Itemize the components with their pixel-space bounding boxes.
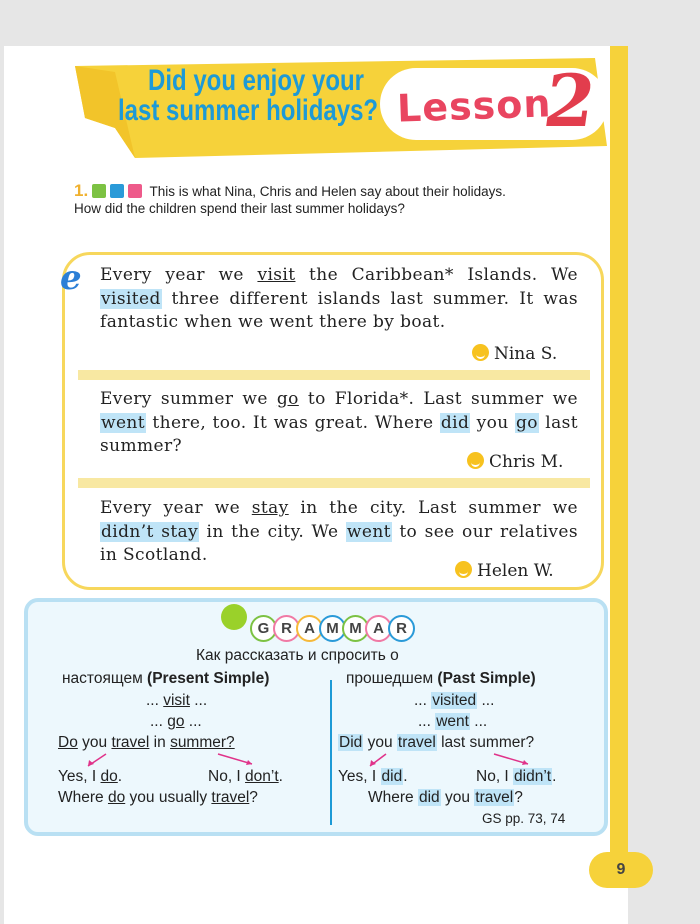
- past-head: прошедшем (Past Simple): [346, 670, 536, 687]
- nina-signature: [472, 344, 557, 364]
- highlighted-word: visited: [101, 288, 161, 309]
- past-short-yes: Yes, I did.: [338, 768, 408, 785]
- task-instructions: [74, 182, 574, 217]
- text-segment: the Caribbean* Islands. We: [295, 265, 579, 285]
- grammar-letter: A: [365, 615, 392, 642]
- audio-icon: [92, 184, 106, 198]
- helen-signature: [455, 561, 554, 581]
- task-instruction: This is what Nina, Chris and Helen say about their holidays.: [149, 184, 506, 199]
- writing-icon: [128, 184, 142, 198]
- highlighted-word: didn’t stay: [101, 521, 199, 542]
- past-verb1: ... visited ...: [414, 692, 495, 709]
- helen-text: [100, 497, 578, 568]
- text-segment: Every year we: [100, 498, 252, 518]
- chris-signature: [467, 452, 563, 472]
- text-segment: you: [470, 412, 515, 433]
- chris-text: [100, 388, 578, 459]
- text-segment: in the city. Last summer we: [288, 498, 578, 518]
- grammar-letter: A: [296, 615, 323, 642]
- present-short-yes: Yes, I do.: [58, 768, 123, 785]
- grammar-intro: Как рассказать и спросить о: [196, 647, 399, 664]
- smiley-icon: [467, 452, 484, 469]
- grammar-letter: G: [250, 615, 277, 642]
- bug-mascot-icon: [221, 604, 247, 630]
- smiley-icon: [472, 344, 489, 361]
- underlined-word: stay: [251, 498, 289, 518]
- past-question: Did you travel last summer?: [339, 734, 535, 751]
- present-verb2: ... go ...: [150, 713, 202, 730]
- text-segment: to Florida*. Last summer we: [298, 389, 578, 409]
- smiley-icon: [455, 561, 472, 578]
- past-where-question: Where did you travel?: [368, 789, 523, 806]
- past-verb2: ... went ...: [418, 713, 488, 730]
- reading-icon: [110, 184, 124, 198]
- task-question: How did the children spend their last summer holidays?: [74, 201, 405, 216]
- grammar-letter: R: [273, 615, 300, 642]
- highlighted-word: go: [515, 412, 538, 433]
- present-short-no: No, I don’t.: [208, 768, 283, 785]
- nina-author: Nina S.: [494, 344, 558, 364]
- highlighted-word: went: [346, 521, 391, 542]
- text-segment: three different islands last summer. It was fantastic when we went there by boat.: [100, 288, 578, 332]
- grammar-reference: GS pp. 73, 74: [482, 811, 566, 826]
- text-segment: to see our relatives in Scotland.: [100, 521, 579, 565]
- grammar-heading: [250, 615, 411, 642]
- present-question: Do you travel in summer?: [58, 734, 235, 751]
- underlined-word: visit: [257, 265, 296, 285]
- lesson-number: 2: [539, 58, 602, 143]
- answer-arrows: [58, 750, 618, 770]
- grammar-letter: R: [388, 615, 415, 642]
- grammar-letter: M: [342, 615, 369, 642]
- helen-author: Helen W.: [477, 561, 554, 581]
- underlined-word: go: [276, 389, 299, 409]
- text-segment: last summer?: [100, 412, 578, 456]
- past-short-no: No, I didn’t.: [476, 768, 557, 785]
- lesson-word: Lesson: [396, 81, 553, 131]
- text-divider: [78, 370, 590, 380]
- task-number: 1.: [74, 181, 89, 200]
- text-divider: [78, 478, 590, 488]
- present-verb1: ... visit ...: [146, 692, 208, 709]
- chris-author: Chris M.: [489, 452, 564, 472]
- present-where-question: Where do you usually travel?: [58, 789, 258, 806]
- highlighted-word: went: [101, 412, 145, 433]
- nina-text: [100, 264, 578, 335]
- present-head: настоящем (Present Simple): [62, 670, 270, 687]
- grammar-letter: M: [319, 615, 346, 642]
- text-segment: Every year we: [100, 265, 258, 285]
- text-segment: Every summer we: [100, 389, 277, 409]
- text-segment: in the city. We: [199, 521, 346, 542]
- highlighted-word: did: [440, 412, 470, 433]
- text-segment: there, too. It was great. Where: [146, 412, 440, 433]
- lesson-title-line2: last summer holidays?: [118, 94, 379, 127]
- internet-explorer-icon: e: [60, 258, 82, 298]
- lesson-title-line1: Did you enjoy your: [148, 64, 365, 97]
- page-number: 9: [589, 852, 653, 888]
